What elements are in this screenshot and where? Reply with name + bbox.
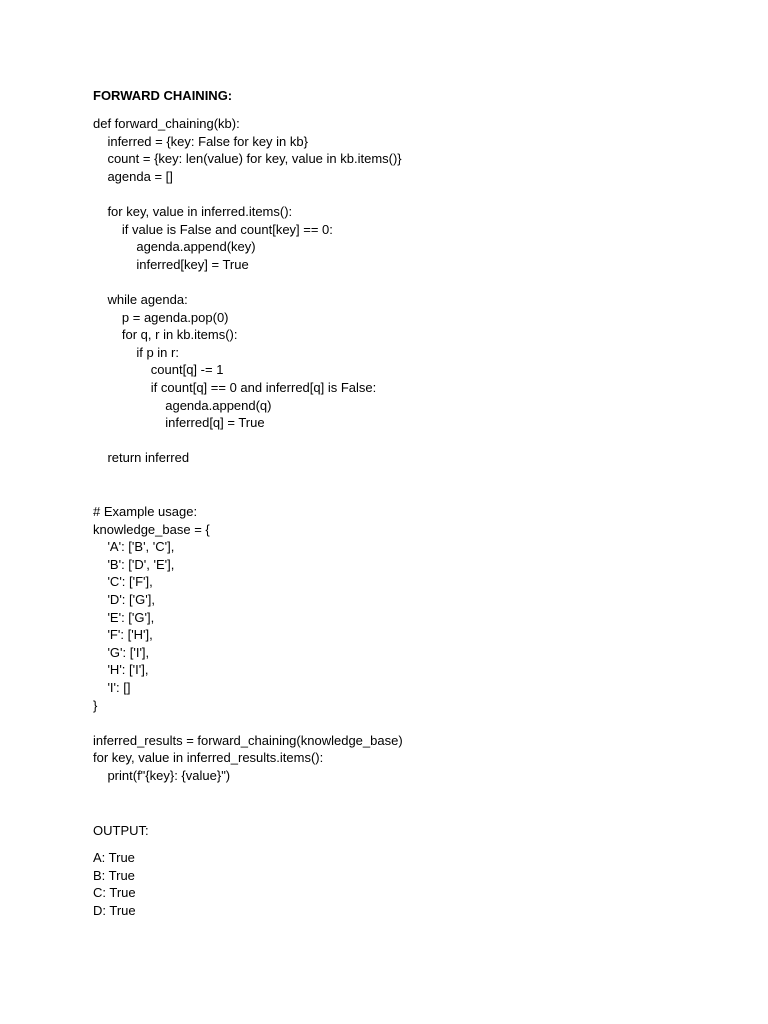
usage-line: 'F': ['H'], (93, 627, 153, 643)
usage-line: for key, value in inferred_results.items(): (93, 750, 324, 766)
code-line: agenda.append(q) (93, 397, 272, 413)
output-label: OUTPUT: (93, 823, 149, 838)
usage-line (93, 714, 403, 732)
code-line: if count[q] == 0 and inferred[q] is False: (93, 379, 377, 395)
code-line (93, 185, 402, 203)
code-line: if value is False and count[key] == 0: (93, 221, 333, 237)
code-block (93, 115, 402, 467)
document-heading: FORWARD CHAINING: (93, 88, 233, 103)
output-line: C: True (93, 885, 136, 901)
code-line: for key, value in inferred.items(): (93, 203, 293, 219)
usage-line: # Example usage: (93, 504, 198, 519)
code-line: for q, r in kb.items(): (93, 327, 238, 343)
usage-line: 'I': [] (93, 679, 131, 695)
code-line: inferred = {key: False for key in kb} (93, 133, 308, 149)
output-line: A: True (93, 850, 135, 865)
code-line: if p in r: (93, 344, 179, 360)
output-line: B: True (93, 867, 135, 883)
usage-line: 'C': ['F'], (93, 574, 153, 590)
code-line: def forward_chaining(kb): (93, 116, 240, 131)
code-line: inferred[q] = True (93, 415, 265, 431)
usage-line: 'B': ['D', 'E'], (93, 556, 175, 572)
usage-line: 'D': ['G'], (93, 591, 155, 607)
code-line (93, 273, 402, 291)
output-line: D: True (93, 902, 136, 918)
code-line: while agenda: (93, 291, 188, 307)
code-line: agenda = [] (93, 168, 173, 184)
usage-line: 'A': ['B', 'C'], (93, 539, 175, 555)
code-line: count[q] -= 1 (93, 362, 224, 378)
code-line: inferred[key] = True (93, 256, 249, 272)
usage-block (93, 503, 403, 785)
code-line: p = agenda.pop(0) (93, 309, 229, 325)
usage-line: 'G': ['I'], (93, 644, 150, 660)
code-line (93, 432, 402, 450)
usage-line: 'E': ['G'], (93, 609, 155, 625)
usage-line: } (93, 697, 98, 713)
code-line: count = {key: len(value) for key, value in kb.items()} (93, 151, 402, 167)
usage-line: knowledge_base = { (93, 521, 210, 537)
output-block (93, 849, 136, 919)
usage-line: print(f"{key}: {value}") (93, 767, 231, 783)
code-line: agenda.append(key) (93, 239, 256, 255)
usage-line: inferred_results = forward_chaining(knowledge_base) (93, 732, 403, 748)
usage-line: 'H': ['I'], (93, 662, 149, 678)
code-line: return inferred (93, 450, 190, 466)
